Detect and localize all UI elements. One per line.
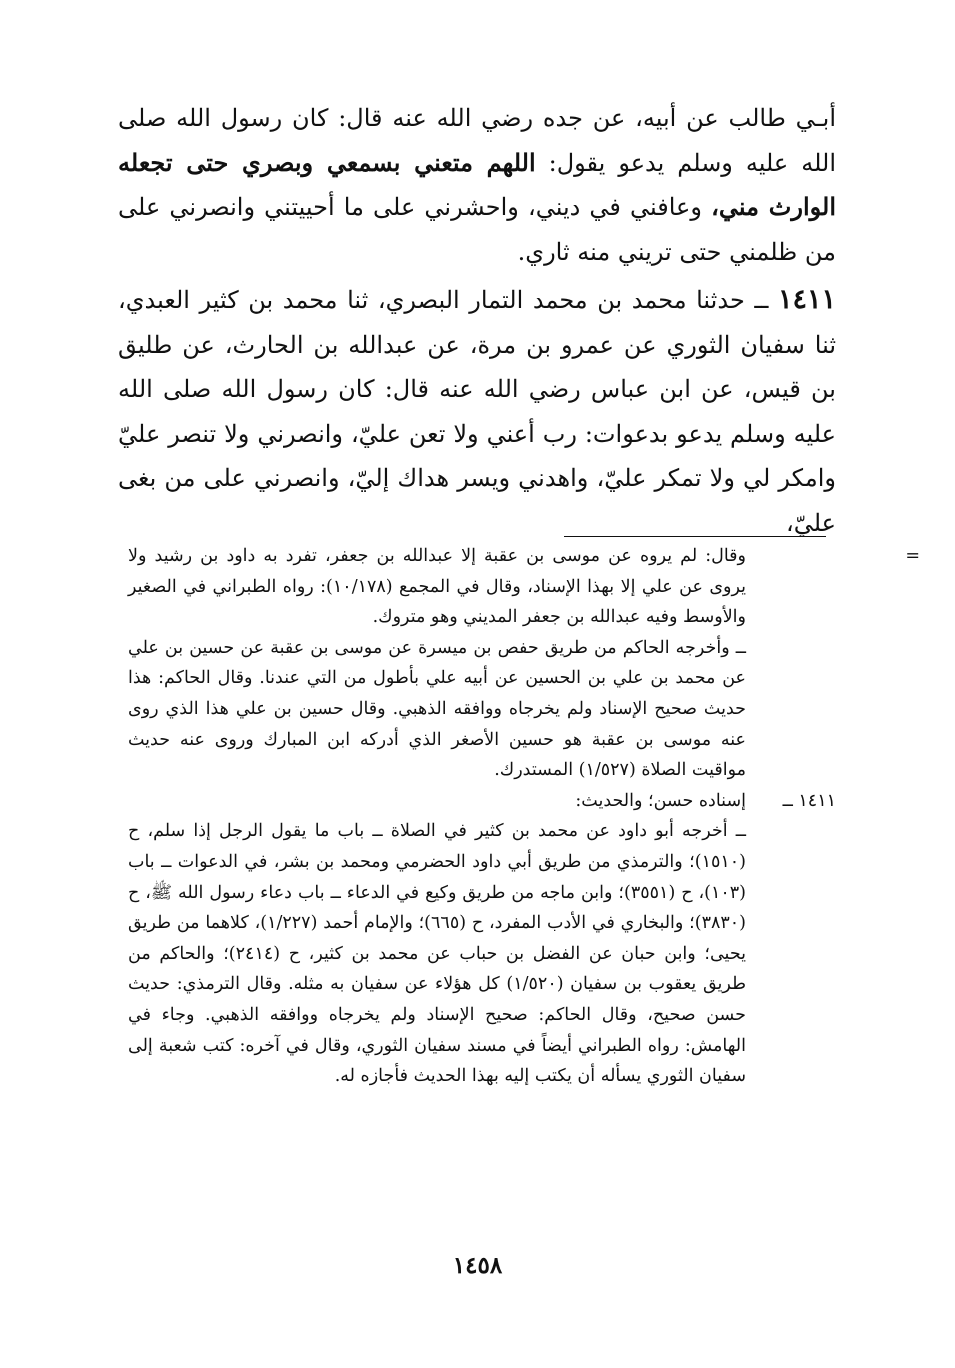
footnote-continuation [128,541,920,786]
hadith-number: ١٤١١ [777,284,836,315]
main-paragraph-2 [118,278,836,545]
main-text [118,96,836,545]
main-p2-text: ــ حدثنا محمد بن محمد التمار البصري، ثنا محمد بن كثير العبدي، ثنا سفيان الثوري عن عمرو بن مرة، عن عبدالله بن الحارث، عن طليق بن قيس، عن ابن عباس رضي الله عنه قال: كان رسول الله صلى الله عليه وسلم يدعو بدعوات: رب أعني ولا تعن عليّ، وانصرني ولا تنصر عليّ وامكر لي ولا تمكر عليّ، واهدني ويسر هداك إليّ، وانصرني على من بغى عليّ، [118,286,836,537]
main-p1-text-a: أبـي طالب عن أبيه، عن جده رضي الله عنه قال: كان رسول الله صلى الله عليه وسلم يدعو يقول: [118,104,836,177]
footnote-paragraph: إسناده حسن؛ والحديث: [575,790,746,811]
page-number: ١٤٥٨ [452,1252,503,1279]
main-p1-text-b: وعافني في ديني، واحشرني على ما أحييتني وانصرني على من ظلمني حتى تريني منه ثاري. [118,193,836,266]
footnote-paragraph: وقال: لم يروه عن موسى بن عقبة إلا عبدالله بن جعفر، تفرد به داود بن رشيد ولا يروى عن علي إلا بهذا الإسناد، وقال في المجمع (١٠/١٧٨): رواه الطبراني في الصغير والأوسط وفيه عبدالله بن جعفر المديني وهو متروك. [128,546,746,628]
footnote-1411 [128,786,836,1092]
footnote-separator [564,536,826,537]
continuation-text [128,541,746,786]
main-p1-bold-prayer: اللهم متعني بسمعي وبصري حتى تجعله الوارث مني، [118,147,836,221]
footnotes [128,541,920,1092]
footnote-paragraph: ــ أخرجه أبو داود عن محمد بن كثير في الصلاة ــ باب ما يقول الرجل إذا سلم، ح (١٥١٠)؛ والترمذي من طريق أبي داود الحضرمي ومحمد بن بشر، في الدعوات ــ باب (١٠٣)، ح (٣٥٥١)؛ وابن ماجه من طريق وكيع في الدعاء ــ باب دعاء رسول الله ﷺ، ح (٣٨٣٠)؛ والبخاري في الأدب المفرد، ح (٦٦٥)؛ والإمام أحمد (١/٢٢٧)، كلاهما من طريق يحيى؛ وابن حبان عن الفضل بن حباب عن محمد بن كثير، ح (٢٤١٤)؛ والحاكم من طريق يعقوب بن سفيان (١/٥٢٠) كل هؤلاء عن سفيان به مثله. وقال الترمذي: حديث حسن صحيح، وقال الحاكم: صحيح الإسناد ولم يخرجاه ووافقه الذهبي. وجاء في الهامش: رواه الطبراني أيضاً في مسند سفيان الثوري، وقال في آخره: كتب شعبة إلى سفيان الثوري يسأله أن يكتب إليه بهذا الحديث فأجازه له. [128,821,746,1087]
continuation-mark: = [905,546,920,566]
footnote-number: ١٤١١ ــ [782,790,836,811]
main-paragraph-1 [118,96,836,274]
footnote-paragraph: ــ وأخرجه الحاكم من طريق حفص بن ميسرة عن موسى بن عقبة عن حسين بن علي عن محمد بن علي بن الحسين عن أبيه علي بأطول من التي عندنا. وقال الحاكم: هذا حديث صحيح الإسناد ولم يخرجاه ووافقه الذهبي. وقال حسين بن علي هذا الذي روى عنه موسى بن عقبة هو حسين الأصغر الذي أدركه ابن المبارك وروى عنه حديث مواقيت الصلاة (١/٥٢٧) المستدرك. [128,637,746,781]
footnote-1411-text [128,786,746,1092]
